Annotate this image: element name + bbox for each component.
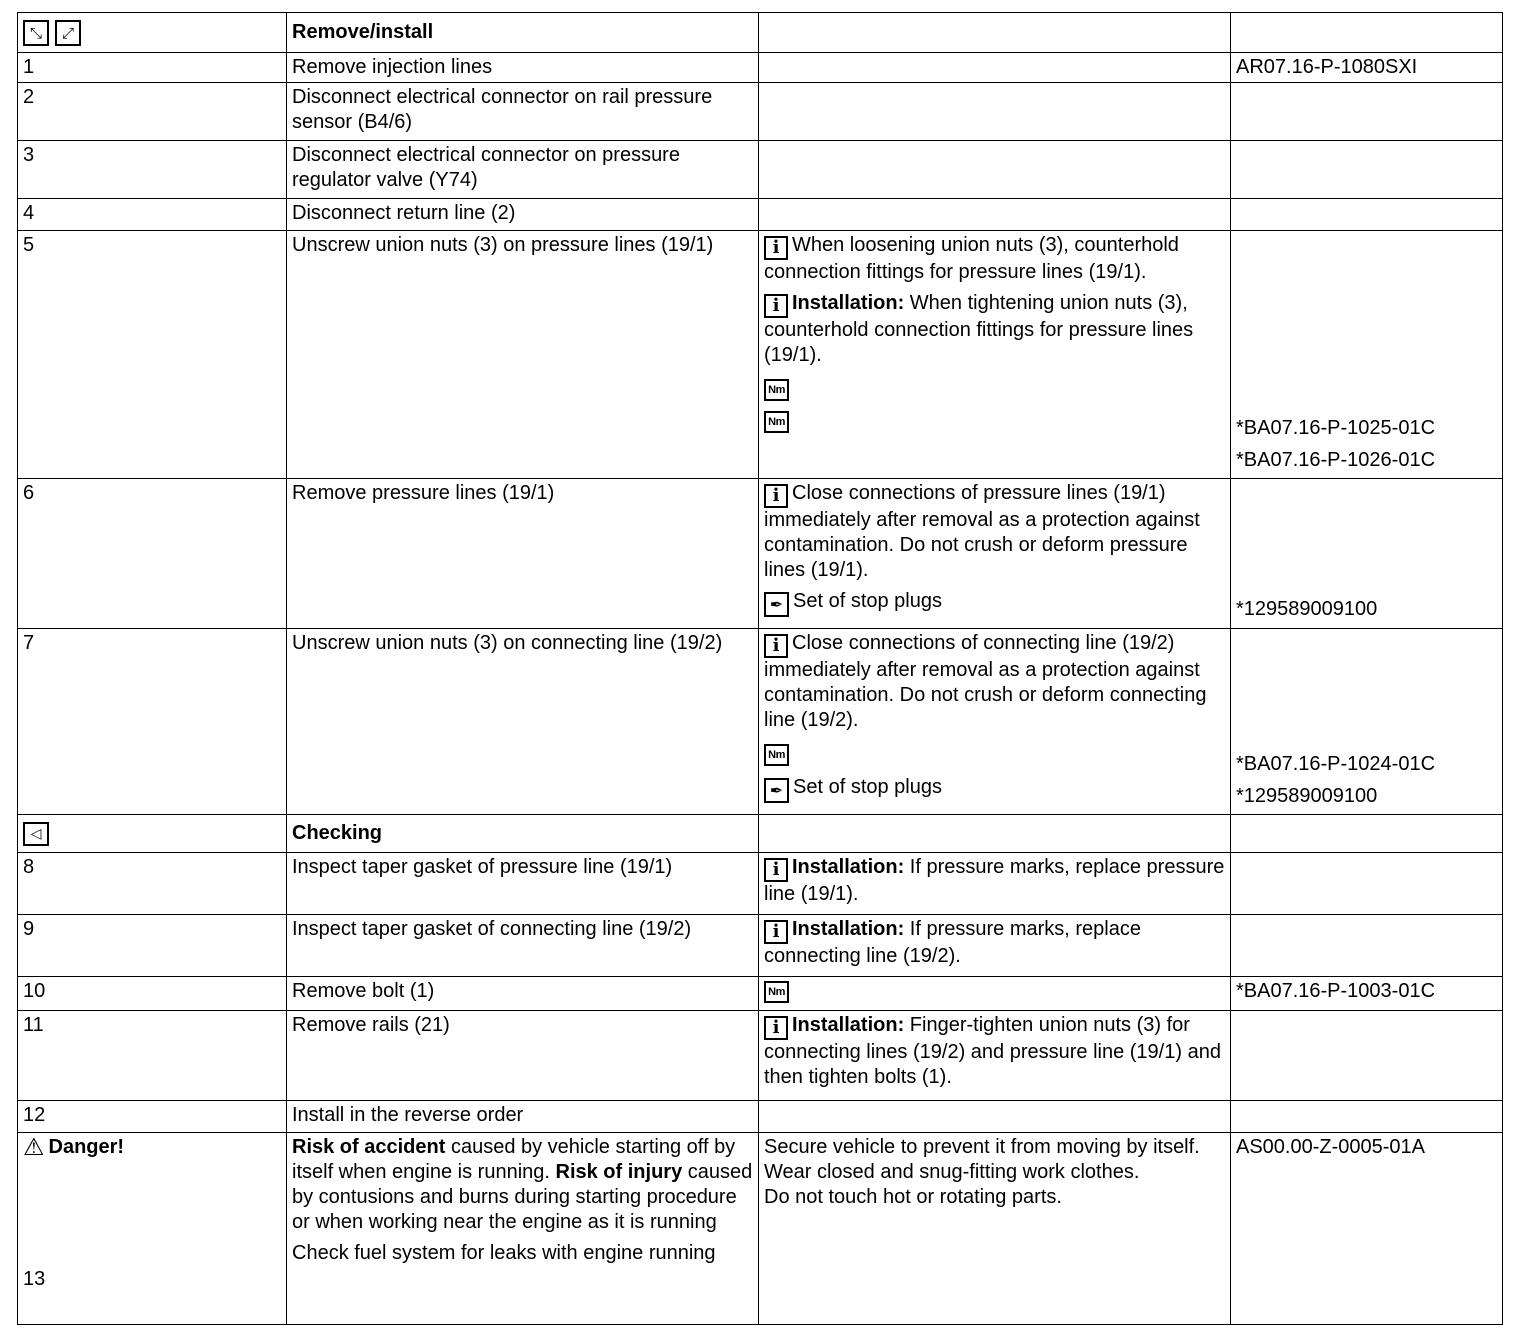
reference-cell — [1231, 479, 1503, 629]
info-icon[interactable]: i — [764, 236, 788, 260]
risk-label: Risk of injury — [555, 1161, 683, 1183]
tool-text: Set of stop plugs — [793, 590, 942, 612]
procedure-table — [17, 12, 1503, 1325]
special-tool-icon[interactable]: ✒ — [764, 778, 789, 803]
step-text: Disconnect electrical connector on pressure regulator valve (Y74) — [287, 141, 759, 199]
torque-icon[interactable]: Nm — [764, 981, 789, 1003]
installation-label: Installation: — [792, 292, 905, 314]
table-row — [18, 1011, 1503, 1101]
table-row — [18, 853, 1503, 915]
reference-cell — [1231, 629, 1503, 815]
info-icon[interactable]: i — [764, 294, 788, 318]
collapse-icon[interactable]: ⤢ — [55, 20, 81, 46]
risk-text: caused by contusions and burns during starting procedure or when working near the engine as it is running — [292, 1161, 753, 1233]
section-title: Remove/install — [287, 13, 759, 53]
reference-link[interactable]: AR07.16-P-1080SXI — [1231, 53, 1503, 83]
step-text: Disconnect electrical connector on rail pressure sensor (B4/6) — [287, 83, 759, 141]
reference-link[interactable]: *BA07.16-P-1026-01C — [1236, 448, 1436, 471]
danger-cell — [18, 1133, 287, 1325]
step-number: 7 — [18, 629, 287, 815]
installation-label: Installation: — [792, 1014, 905, 1036]
step-text: Remove rails (21) — [287, 1011, 759, 1101]
step-number: 4 — [18, 199, 287, 231]
section-title: Checking — [287, 815, 759, 853]
table-row — [18, 629, 1503, 815]
installation-label: Installation: — [792, 918, 905, 940]
table-row — [18, 1101, 1503, 1133]
note-text: Finger-tighten union nuts (3) for connecting lines (19/2) and pressure line (19/1) and then tighten bolts (1). — [764, 1014, 1221, 1088]
measure-text: Wear closed and snug-fitting work clothes. — [764, 1161, 1140, 1183]
notes-cell — [759, 479, 1231, 629]
torque-icon[interactable]: Nm — [764, 744, 789, 766]
info-icon[interactable]: i — [764, 634, 788, 658]
note-text: If pressure marks, replace connecting line (19/2). — [764, 918, 1141, 967]
step-text — [287, 1133, 759, 1325]
step-number: 9 — [18, 915, 287, 977]
table-row — [18, 199, 1503, 231]
risk-text: caused by vehicle starting off by itself when engine is running. — [292, 1136, 736, 1183]
measures-cell — [759, 1133, 1231, 1325]
table-row — [18, 141, 1503, 199]
tool-text: Set of stop plugs — [793, 776, 942, 798]
table-row — [18, 53, 1503, 83]
table-row — [18, 479, 1503, 629]
step-number: 5 — [18, 231, 287, 479]
reference-link[interactable]: *129589009100 — [1236, 784, 1378, 807]
step-text: Inspect taper gasket of connecting line (19/2) — [287, 915, 759, 977]
step-text: Inspect taper gasket of pressure line (19/1) — [287, 853, 759, 915]
note-text: When loosening union nuts (3), counterhold connection fittings for pressure lines (19/1). — [764, 234, 1179, 283]
step-text: Remove pressure lines (19/1) — [287, 479, 759, 629]
notes-cell — [759, 231, 1231, 479]
step-number: 12 — [18, 1101, 287, 1133]
note-text: Close connections of connecting line (19/2) immediately after removal as a protection against contamination. Do not crush or deform connecting line (19/2). — [764, 632, 1207, 731]
info-icon[interactable]: i — [764, 484, 788, 508]
torque-icon[interactable]: Nm — [764, 379, 789, 401]
special-tool-icon[interactable]: ✒ — [764, 592, 789, 617]
step-text: Unscrew union nuts (3) on pressure lines (19/1) — [287, 231, 759, 479]
step-text: Unscrew union nuts (3) on connecting line (19/2) — [287, 629, 759, 815]
reference-cell — [1231, 231, 1503, 479]
warning-triangle-icon: ⚠ — [23, 1133, 45, 1161]
measure-text: Do not touch hot or rotating parts. — [764, 1186, 1062, 1208]
notes-cell — [759, 915, 1231, 977]
table-row — [18, 83, 1503, 141]
reference-link[interactable]: *BA07.16-P-1003-01C — [1231, 977, 1503, 1011]
step-number: 13 — [23, 1268, 46, 1290]
section-header-row — [18, 13, 1503, 53]
risk-label: Risk of accident — [292, 1136, 446, 1158]
step-number: 2 — [18, 83, 287, 141]
step-number: 8 — [18, 853, 287, 915]
step-text: Check fuel system for leaks with engine running — [292, 1242, 716, 1264]
notes-cell — [759, 629, 1231, 815]
note-text: If pressure marks, replace pressure line (19/1). — [764, 856, 1225, 905]
step-text: Remove bolt (1) — [287, 977, 759, 1011]
notes-cell — [759, 977, 1231, 1011]
table-row — [18, 977, 1503, 1011]
step-number: 1 — [18, 53, 287, 83]
step-number: 10 — [18, 977, 287, 1011]
step-text: Install in the reverse order — [287, 1101, 759, 1133]
installation-label: Installation: — [792, 856, 905, 878]
step-text: Remove injection lines — [287, 53, 759, 83]
step-text: Disconnect return line (2) — [287, 199, 759, 231]
measure-text: Secure vehicle to prevent it from moving by itself. — [764, 1136, 1200, 1158]
check-icon[interactable]: ◁ — [23, 822, 49, 846]
table-row — [18, 915, 1503, 977]
table-row — [18, 231, 1503, 479]
info-icon[interactable]: i — [764, 858, 788, 882]
reference-link[interactable]: *BA07.16-P-1025-01C — [1236, 416, 1436, 439]
step-number: 11 — [18, 1011, 287, 1101]
step-number: 6 — [18, 479, 287, 629]
step-number: 3 — [18, 141, 287, 199]
section-header-row — [18, 815, 1503, 853]
reference-link[interactable]: *BA07.16-P-1024-01C — [1236, 752, 1436, 775]
notes-cell — [759, 1011, 1231, 1101]
reference-link[interactable]: AS00.00-Z-0005-01A — [1231, 1133, 1503, 1325]
table-row — [18, 1133, 1503, 1325]
reference-link[interactable]: *129589009100 — [1236, 598, 1378, 620]
torque-icon[interactable]: Nm — [764, 411, 789, 433]
notes-cell — [759, 853, 1231, 915]
expand-icon[interactable]: ⤡ — [23, 20, 49, 46]
note-text: Close connections of pressure lines (19/1) immediately after removal as a protection against contamination. Do not crush or deform pressure lines (19/1). — [764, 482, 1200, 581]
info-icon[interactable]: i — [764, 920, 788, 944]
note-text: When tightening union nuts (3), counterhold connection fittings for pressure lines (19/1). — [764, 292, 1194, 366]
info-icon[interactable]: i — [764, 1016, 788, 1040]
danger-label: Danger! — [48, 1136, 125, 1158]
